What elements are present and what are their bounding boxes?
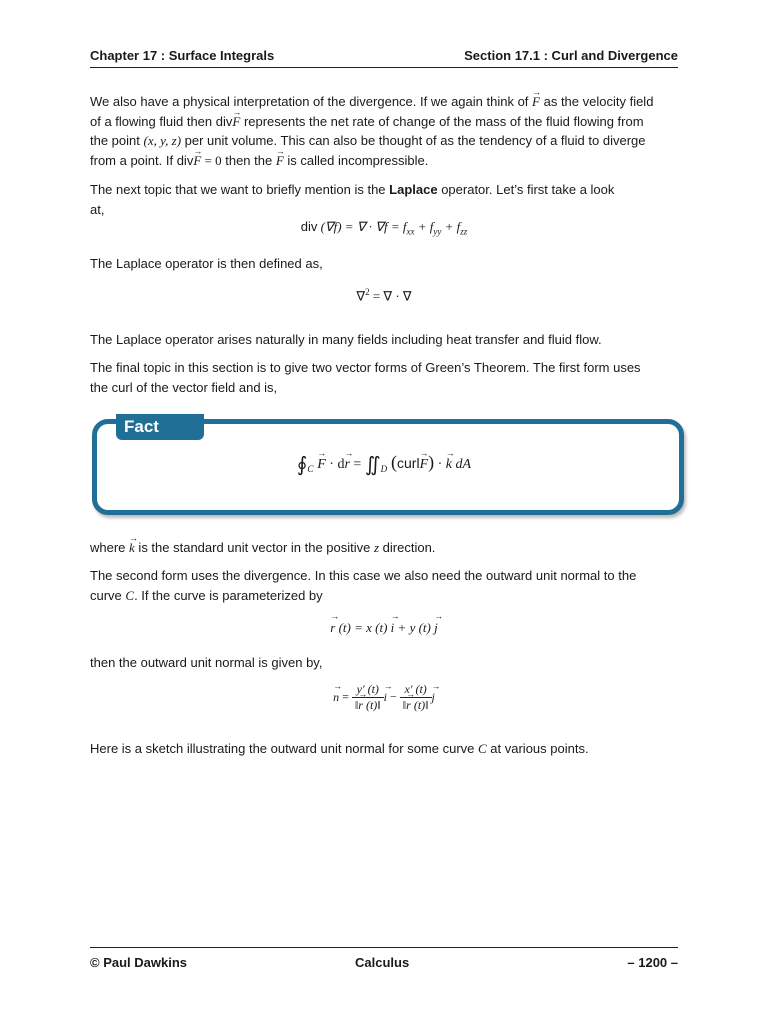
equation-outward-normal: n → = $\frac{y' (t)}{‖r \to (t)‖}$ i → − $\frac{x' (t)}{‖r \to (t)‖}$ j → — [90, 682, 678, 713]
paragraph-divergence-interpretation: We also have a physical interpretation of the divergence. If we again think of F → as the velocity field of a flowing fluid then divF → represents the net rate of change of the mass of the fluid flowing from the point (x, y, z) per unit volume. This can also be thought of as the tendency of a fluid to diverge from a point. If divF → = 0 then the F → is called incompressible. — [90, 92, 678, 170]
fact-label: Fact — [116, 414, 204, 440]
paragraph-laplace-intro: The next topic that we want to briefly mention is the Laplace operator. Let’s first take a look at, — [90, 182, 615, 217]
paragraph-sketch-intro: Here is a sketch illustrating the outward unit normal for some curve C at various points. — [90, 741, 589, 756]
footer-title: Calculus — [355, 955, 410, 970]
equation-parameterization: r → (t) = x (t) i → + y (t) j → — [90, 620, 678, 636]
equation-laplace: ∇$^2$ = ∇ · ∇ — [356, 287, 412, 304]
paragraph-laplace-applications: The Laplace operator arises naturally in many fields including heat transfer and fluid flow. — [90, 332, 602, 347]
paragraph-k-unit-vector: where k → is the standard unit vector in the positive z direction. — [90, 538, 678, 558]
footer-rule — [90, 947, 678, 948]
paragraph-greens-theorem: The final topic in this section is to give two vector forms of Green’s Theorem. The first form uses the curl of the vector field and is, — [90, 360, 641, 395]
chapter-title: Chapter 17 : Surface Integrals — [90, 48, 275, 63]
paragraph-divergence-form: The second form uses the divergence. In this case we also need the outward unit normal to the curve C. If the curve is parameterized by — [90, 568, 637, 603]
paragraph-laplace-defined: The Laplace operator is then defined as, — [90, 256, 323, 271]
section-title: Section 17.1 : Curl and Divergence — [464, 48, 678, 63]
equation-greens-curl: $∮_C$ F → · dr → = $∬_D$ (curlF →) · k → dA — [90, 452, 678, 477]
header-rule — [90, 67, 678, 68]
equation-div-grad: div (∇f) = ∇ · $\nabla f = f_{xx} + f_{yy} + f_{zz}$ — [300, 219, 468, 237]
footer-author: © Paul Dawkins — [90, 955, 187, 970]
paragraph-normal-intro: then the outward unit normal is given by, — [90, 655, 323, 670]
page-header — [90, 48, 678, 66]
footer-page-number: – 1200 – — [627, 955, 678, 970]
